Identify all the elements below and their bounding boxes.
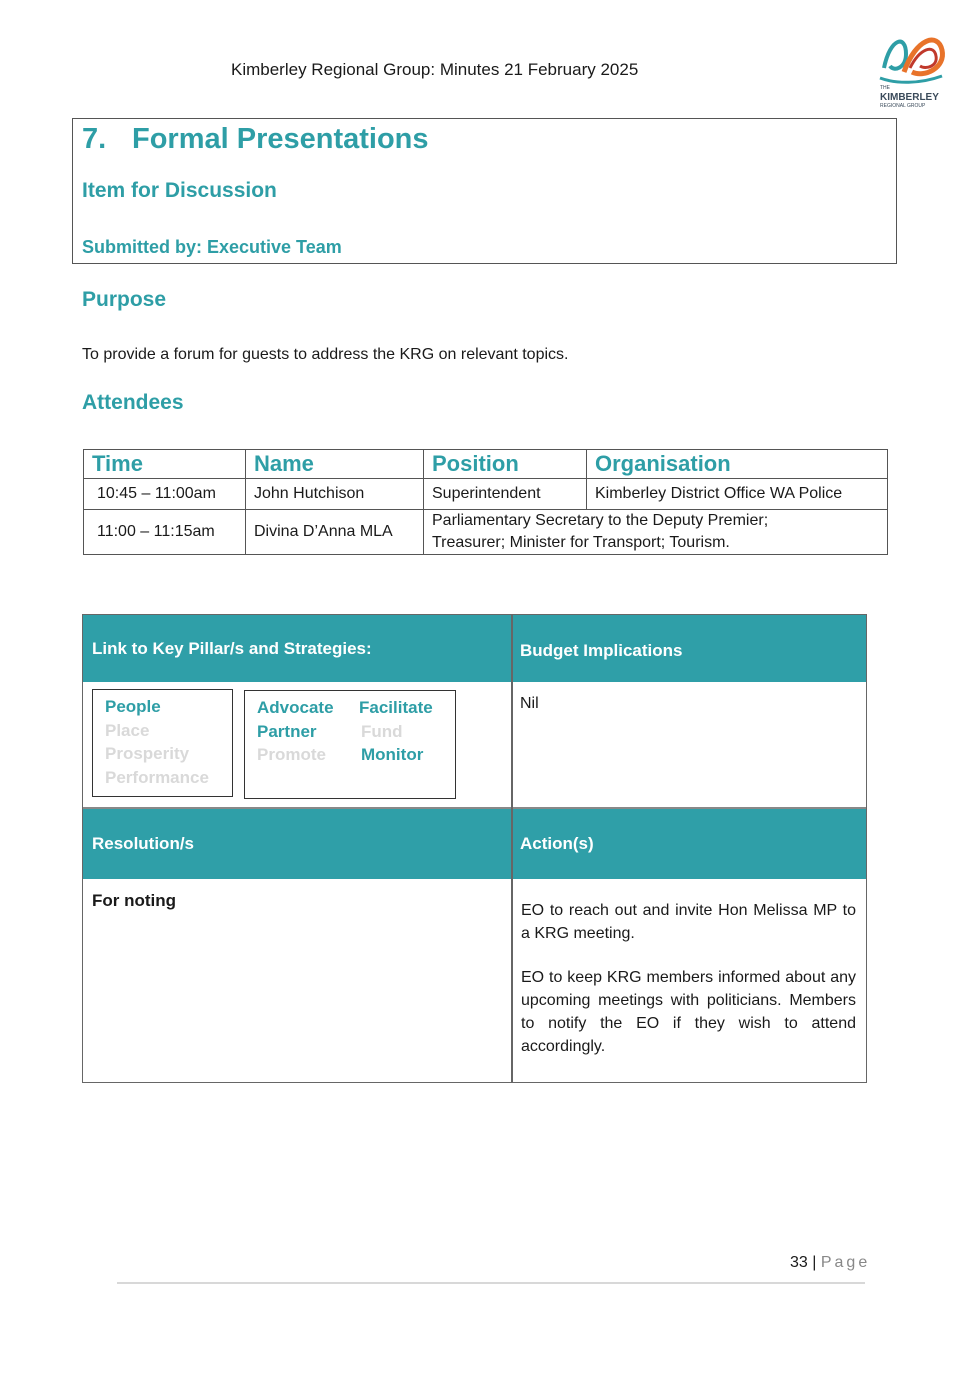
page-number: 33 <box>790 1254 808 1271</box>
strategy-facilitate: Facilitate <box>359 698 433 717</box>
footer-rule <box>117 1282 865 1284</box>
strategy-partner: Partner <box>257 722 317 741</box>
cell-name: John Hutchison <box>246 479 424 510</box>
pillar-performance: Performance <box>105 768 209 787</box>
cell-position: Superintendent <box>424 479 587 510</box>
page-footer <box>790 1254 870 1272</box>
strategy-fund: Fund <box>361 722 403 741</box>
strategies-box <box>244 690 456 799</box>
position-line: Parliamentary Secretary to the Deputy Premier; <box>432 512 769 529</box>
item-type: Item for Discussion <box>82 179 277 202</box>
col-position: Position <box>424 450 587 479</box>
logo-line1: THE <box>880 85 890 91</box>
budget-heading-band <box>512 615 866 682</box>
column-divider <box>511 615 513 1082</box>
budget-value: Nil <box>520 695 539 712</box>
cell-name: Divina D’Anna MLA <box>246 510 424 555</box>
pillar-people: People <box>105 697 161 716</box>
strategy-advocate: Advocate <box>257 698 334 717</box>
pillars-table <box>82 614 867 1083</box>
position-line: Treasurer; Minister for Transport; Tourism. <box>432 534 730 551</box>
attendees-table <box>83 449 888 555</box>
cell-organisation: Kimberley District Office WA Police <box>587 479 888 510</box>
action-item: EO to reach out and invite Hon Melissa MP to a KRG meeting. <box>521 902 856 942</box>
cell-position <box>424 510 888 555</box>
action-heading: Action(s) <box>520 834 594 853</box>
kimberley-logo <box>876 28 948 108</box>
resolution-value: For noting <box>92 891 177 910</box>
section-title <box>82 123 429 156</box>
attendees-header-row <box>84 450 888 479</box>
logo-line2: KIMBERLEY <box>880 92 939 103</box>
strategy-promote: Promote <box>257 745 326 764</box>
cell-time: 11:00 – 11:15am <box>84 510 246 555</box>
page-label: Page <box>820 1254 871 1271</box>
col-organisation: Organisation <box>587 450 888 479</box>
resolution-heading-band <box>83 809 511 879</box>
budget-heading: Budget Implications <box>520 641 683 660</box>
document-header: Kimberley Regional Group: Minutes 21 February 2025 <box>231 60 639 79</box>
pillar-place: Place <box>105 721 150 740</box>
link-heading-band <box>83 615 511 682</box>
purpose-heading: Purpose <box>82 288 167 311</box>
page-separator: | <box>812 1254 817 1271</box>
logo-line3: REGIONAL GROUP <box>880 103 926 109</box>
link-heading: Link to Key Pillar/s and Strategies: <box>92 639 372 658</box>
purpose-text: To provide a forum for guests to address the KRG on relevant topics. <box>82 346 569 363</box>
pillar-prosperity: Prosperity <box>105 744 190 763</box>
attendees-heading: Attendees <box>82 391 184 414</box>
action-heading-band <box>512 809 866 879</box>
cell-time: 10:45 – 11:00am <box>84 479 246 510</box>
table-row <box>84 479 888 510</box>
section-number: 7. <box>82 123 107 155</box>
col-time: Time <box>84 450 246 479</box>
section-title-box <box>72 118 897 264</box>
actions-list <box>521 899 856 1079</box>
swirl-logo-icon <box>876 28 948 88</box>
col-name: Name <box>246 450 424 479</box>
section-title-text: Formal Presentations <box>132 123 429 155</box>
table-row <box>84 510 888 555</box>
pillars-box <box>92 689 233 797</box>
action-item: EO to keep KRG members informed about any upcoming meetings with politicians. Members to notify the EO if they wish to attend accordingly. <box>521 969 856 1055</box>
resolution-heading: Resolution/s <box>92 834 195 853</box>
strategy-monitor: Monitor <box>361 745 424 764</box>
submitted-by: Submitted by: Executive Team <box>82 237 342 257</box>
